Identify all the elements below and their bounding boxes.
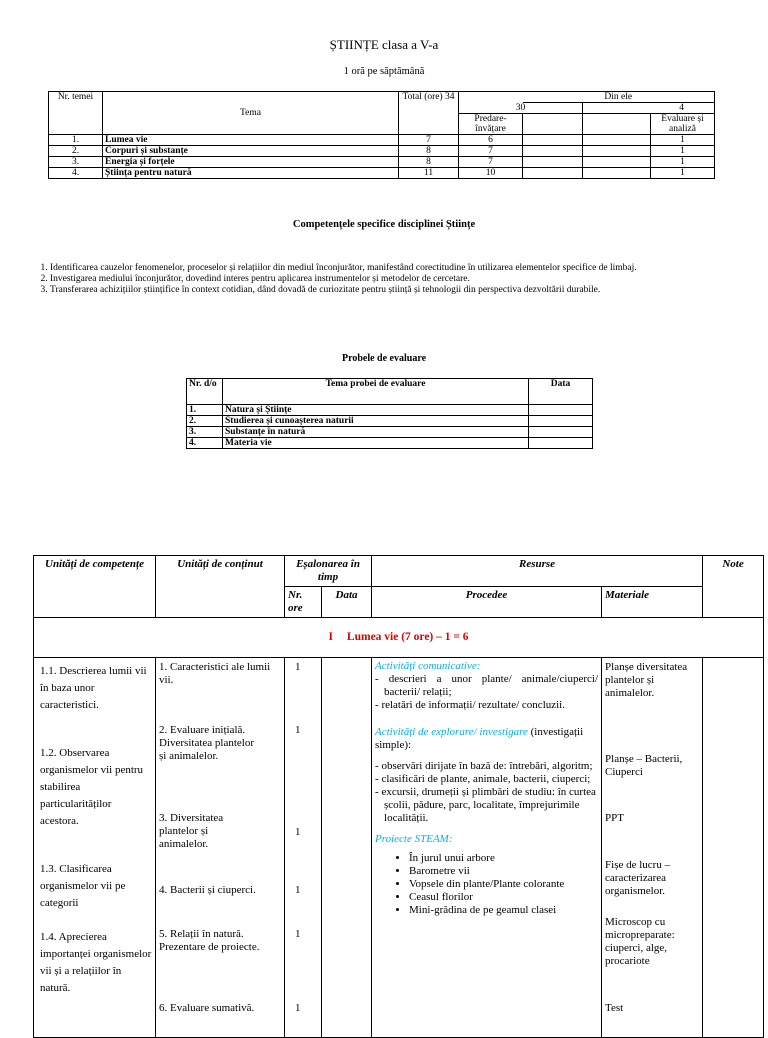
row-predare: 7 [459,157,523,168]
header-tema-probei: Tema probei de evaluare [223,379,529,405]
materials-cell [602,658,703,1038]
exploration-title: Activități de explorare/ investigare [375,726,528,738]
header-evaluare: Evaluare și analiză [651,114,715,135]
header-nr-temei: Nr. temei [49,92,103,135]
row-total: 8 [399,157,459,168]
row-tema: Materia vie [223,438,529,449]
content-1: 1. Caracteristici ale lumii vii. [159,661,271,686]
content-6: 6. Evaluare sumativă. [159,1002,255,1014]
competence-1-1: 1.1. Descrierea lumii vii în baza unor caracteristici. [40,665,147,711]
header-din-ele: Din ele [523,92,715,103]
row-tema: Lumea vie [103,135,399,146]
list-item: • În jurul unui arbore [409,852,598,865]
row-evaluare: 1 [651,146,715,157]
row-nr: 2. [49,146,103,157]
material-1: Planșe diversitatea plantelor și animalelor. [605,661,688,699]
hours-table [48,91,715,179]
hours-value: 1 [295,928,301,940]
list-item-text: relatări de informații/ rezultate/ concluzii. [381,699,565,711]
hours-value: 1 [295,724,301,736]
list-item-text: descrieri a unor plante/ animale/ciuperci/ bacterii/ relații; [384,673,599,698]
section-number: I [328,631,333,643]
row-total: 7 [399,135,459,146]
material-3: PPT [605,812,624,824]
section-title-row [34,618,764,658]
table-row [187,438,593,449]
evaluation-table [186,378,593,449]
header-materiale: Materiale [602,587,703,618]
row-data [529,416,593,427]
hours-cell [285,658,322,1038]
notes-cell [703,658,764,1038]
header-tema: Tema [103,92,399,135]
row-tema: Corpuri și substanțe [103,146,399,157]
row-data [529,438,593,449]
list-item: - relatări de informații/ rezultate/ concluzii. [375,699,565,711]
row-nr: 4. [187,438,223,449]
list-item: 2. Investigarea mediului înconjurător, dovedind interes pentru aplicarea instrumentelor și metodelor de cercetare. [50,274,725,285]
row-predare: 7 [459,146,523,157]
header-total: Total (ore) 34 [399,92,459,135]
row-nr: 1. [187,405,223,416]
page-title: ȘTIINȚE clasa a V-a [329,37,439,52]
section-title: Lumea vie (7 ore) – 1 = 6 [346,631,469,643]
list-item-text: clasificări de plante, animale, bacterii, ciuperci; [381,773,591,785]
material-6: Test [605,1002,624,1014]
material-2: Planșe – Bacterii, Ciuperci [605,753,683,778]
row-tema: Natura și Științe [223,405,529,416]
row-tema: Știința pentru natură [103,168,399,179]
header-procedee: Procedee [372,587,602,618]
row-tema: Energia și forțele [103,157,399,168]
table-row [49,135,715,146]
header-data: Data [529,379,593,405]
table-row [187,416,593,427]
header-30: 30 [459,103,583,114]
header-note: Note [703,556,764,618]
row-nr: 1. [49,135,103,146]
list-item: 1. Identificarea cauzelor fenomenelor, proceselor și relațiilor din mediul înconjurător, manifestând corectitudine în utilizarea elementelor specifice de limbaj. [50,263,725,274]
list-item-text: observări dirijate în bază de: întrebări, algoritm; [381,760,593,772]
list-item: • Vopsele din plante/Plante colorante [409,878,598,891]
row-predare: 6 [459,135,523,146]
material-4: Fișe de lucru – caracterizarea organismelor. [605,859,671,897]
competences-list [20,263,725,296]
hours-value: 1 [295,884,301,896]
list-item: - observări dirijate în bază de: întrebări, algoritm; [375,760,593,772]
competence-1-3: 1.3. Clasificarea organismelor vii pe categorii [40,863,126,909]
competences-cell [34,658,156,1038]
hours-value: 1 [295,1002,301,1014]
row-tema: Substanțe în natură [223,427,529,438]
contents-cell [156,658,285,1038]
content-4: 4. Bacterii și ciuperci. [159,884,256,896]
header-predare: Predare-învățare [459,114,523,135]
row-predare: 10 [459,168,523,179]
row-evaluare: 1 [651,135,715,146]
row-data [529,405,593,416]
header-unitati-competente: Unități de competențe [34,556,156,618]
row-evaluare: 1 [651,168,715,179]
row-data [529,427,593,438]
table-row [187,427,593,438]
header-4: 4 [583,103,715,114]
row-nr: 4. [49,168,103,179]
date-cell [322,658,372,1038]
list-item: • Mini-grădina de pe geamul clasei [409,904,598,917]
list-item: • Ceasul florilor [409,891,598,904]
content-3: 3. Diversitatea plantelor și animalelor. [159,812,224,850]
list-item: 3. Transferarea achizițiilor științifice în context cotidian, dând dovadă de curiozitate pentru știință și tehnologii din perspectiva dezvoltării durabile. [50,285,725,296]
hours-value: 1 [295,661,301,673]
row-total: 11 [399,168,459,179]
procedures-cell [372,658,602,1038]
row-total: 8 [399,146,459,157]
list-item-text: excursii, drumeții și plimbări de studiu: în curtea școlii, pădure, parc, localitate, împrejurimile localității. [381,786,596,824]
header-unitati-continut: Unități de conținut [156,556,285,618]
table-row [187,405,593,416]
row-nr: 2. [187,416,223,427]
list-item: - clasificări de plante, animale, bacterii, ciuperci; [375,773,591,785]
row-nr: 3. [187,427,223,438]
plan-table [33,555,764,1038]
table-row [49,157,715,168]
exploration-suffix: (investigații simple): [375,726,584,751]
header-esalonare: Eșalonarea în timp [285,556,372,587]
header-nr-do: Nr. d/o [187,379,223,405]
competence-1-2: 1.2. Observarea organismelor vii pentru stabilirea particularităților acestora. [40,747,144,827]
competences-heading: Competențele specifice disciplinei Științe [292,219,476,230]
row-tema: Studierea și cunoașterea naturii [223,416,529,427]
communicative-title: Activități comunicative: [375,660,481,672]
table-row [49,168,715,179]
header-nr-ore: Nr. ore [285,587,322,618]
hours-value: 1 [295,826,301,838]
evaluation-heading: Probele de evaluare [341,353,427,364]
row-evaluare: 1 [651,157,715,168]
competence-1-4: 1.4. Aprecierea importanței organismelor vii și a relațiilor în natură. [40,931,152,994]
list-item: - descrieri a unor plante/ animale/ciuperci/ bacterii/ relații; [375,673,599,698]
steam-title: Proiecte STEAM: [375,833,453,845]
header-resurse: Resurse [372,556,703,587]
page-subtitle: 1 oră pe săptămână [343,66,425,77]
row-nr: 3. [49,157,103,168]
list-item: - excursii, drumeții și plimbări de studiu: în curtea școlii, pădure, parc, localitate, împrejurimile localității. [375,786,596,824]
content-2: 2. Evaluare inițială. Diversitatea plantelor și animalelor. [159,724,254,762]
table-row [49,146,715,157]
list-item: • Barometre vii [409,865,598,878]
header-data: Data [322,587,372,618]
content-5: 5. Relații în natură. Prezentare de proiecte. [159,928,260,953]
material-5: Microscop cu micropreparate: ciuperci, alge, procariote [605,916,675,967]
